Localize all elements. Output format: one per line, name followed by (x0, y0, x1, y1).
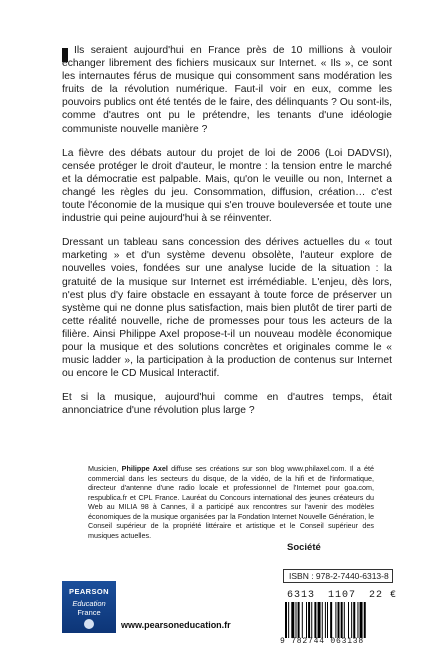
logo-line-1: Education (72, 599, 106, 608)
price-code-line (287, 590, 397, 601)
barcode-bar (327, 602, 328, 638)
barcode-bar (318, 602, 321, 638)
blurb-paragraph-1: Ils seraient aujourd'hui en France près de 10 millions à vouloir échanger librement des fichiers musicaux sur Internet. « Ils », ce sont les internautes férus de musique qui consomment sans modération les fruits de la révolution numérique. Faut-il voir en eux, comme les pouvoirs publics ont été tentés de le faire, des délinquants ? Ou sont-ils, comme d'autres ont pu le prétendre, les tenants d'une idéologie communiste nouvelle manière ? (62, 45, 392, 135)
author-bio (88, 464, 374, 540)
barcode-bar (298, 602, 300, 638)
barcode-bar (325, 602, 326, 638)
bio-prefix: Musicien, (88, 464, 122, 473)
price-code-price: 22 € (368, 590, 397, 601)
barcode-graphic (285, 602, 393, 638)
barcode-bar (364, 602, 366, 638)
logo-brand: PEARSON (69, 587, 109, 596)
barcode-bar (353, 602, 355, 638)
back-cover-blurb (62, 44, 392, 428)
bio-text: diffuse ses créations sur son blog www.philaxel.com. Il a été commercial dans les secteurs du disque, de la vidéo, de la hifi et de l'informatique, directeur d'antenne d'une radio locale et professionnel de l'Internet pour goa.com, respublica.fr et CPL France. Lauréat du Concours international des jeunes créateurs du Web au MILIA 98 à Cannes, il a participé aux rencontres sur l'avenir des modèles économiques de la musique organisées par la Fondation Internet Nouvelle Génération, le Conseil supérieur de la propriété littéraire et artistique et le Conseil supérieur des musiques actuelles. (88, 464, 374, 540)
barcode-bar (341, 602, 343, 638)
barcode-bar (311, 602, 312, 638)
author-name: Philippe Axel (121, 464, 168, 473)
barcode-bar (330, 602, 332, 638)
barcode-bar (351, 602, 352, 638)
barcode-bar (288, 602, 289, 638)
blurb-paragraph-4: Et si la musique, aujourd'hui comme en d'autres temps, était annonciatrice d'une révolution plus large ? (62, 392, 392, 417)
blurb-paragraph-3: Dressant un tableau sans concession des dérives actuelles du « tout marketing » et d'un système devenu obsolète, l'auteur explore de nouvelles voies, fondées sur une analyse lucide de la situation : la gratuité de la musique sur Internet est irrémédiable. L'enjeu, dès lors, n'est plus d'y faire obstacle en essayant à toute force de préserver un système qui ne donne plus satisfaction, mais bien plutôt de tirer parti de cette réalité nouvelle, riche de promesses pour tous les acteurs de la filière. Ainsi Philippe Axel propose-t-il un nouveau modèle économique pour la musique et des solutions concrètes et originales comme le « music ladder », la participation à la production de contenus sur Internet ou encore le CD Musical Interactif. (62, 237, 392, 380)
barcode-bar (296, 602, 297, 638)
barcode-bar (338, 602, 340, 638)
barcode-bar (322, 602, 323, 638)
price-code-1: 6313 (287, 590, 316, 601)
isbn-box: ISBN : 978-2-7440-6313-8 (283, 569, 393, 583)
barcode-bar (357, 602, 358, 638)
barcode-bar (335, 602, 336, 638)
publisher-url: www.pearsoneducation.fr (121, 620, 231, 630)
barcode-bar (302, 602, 303, 638)
barcode-bar (291, 602, 294, 638)
category-label: Société (287, 542, 321, 553)
barcode-bar (360, 602, 363, 638)
barcode-bar (308, 602, 310, 638)
pearson-logo (62, 581, 116, 633)
barcode-number: 9 782744 063138 (280, 637, 365, 646)
barcode-bar (306, 602, 307, 638)
barcode-bar (348, 602, 349, 638)
logo-globe-icon (84, 619, 94, 629)
blurb-paragraph-2: La fièvre des débats autour du projet de loi de 2006 (Loi DADVSI), censée protéger le droit d'auteur, le montre : la tension entre le marché et la démocratie est palpable. Mais, qu'on le veuille ou non, Internet a changé les règles du jeu. Consommation, diffusion, création… c'est toute l'économie de la musique qui s'en trouve bouleversée et toute une industrie qui peine aujourd'hui à se réinventer. (62, 147, 392, 225)
price-code-2: 1107 (327, 590, 356, 601)
barcode-bar (285, 602, 287, 638)
barcode-bar (344, 602, 345, 638)
logo-line-2: France (77, 608, 101, 617)
barcode-bar (314, 602, 316, 638)
